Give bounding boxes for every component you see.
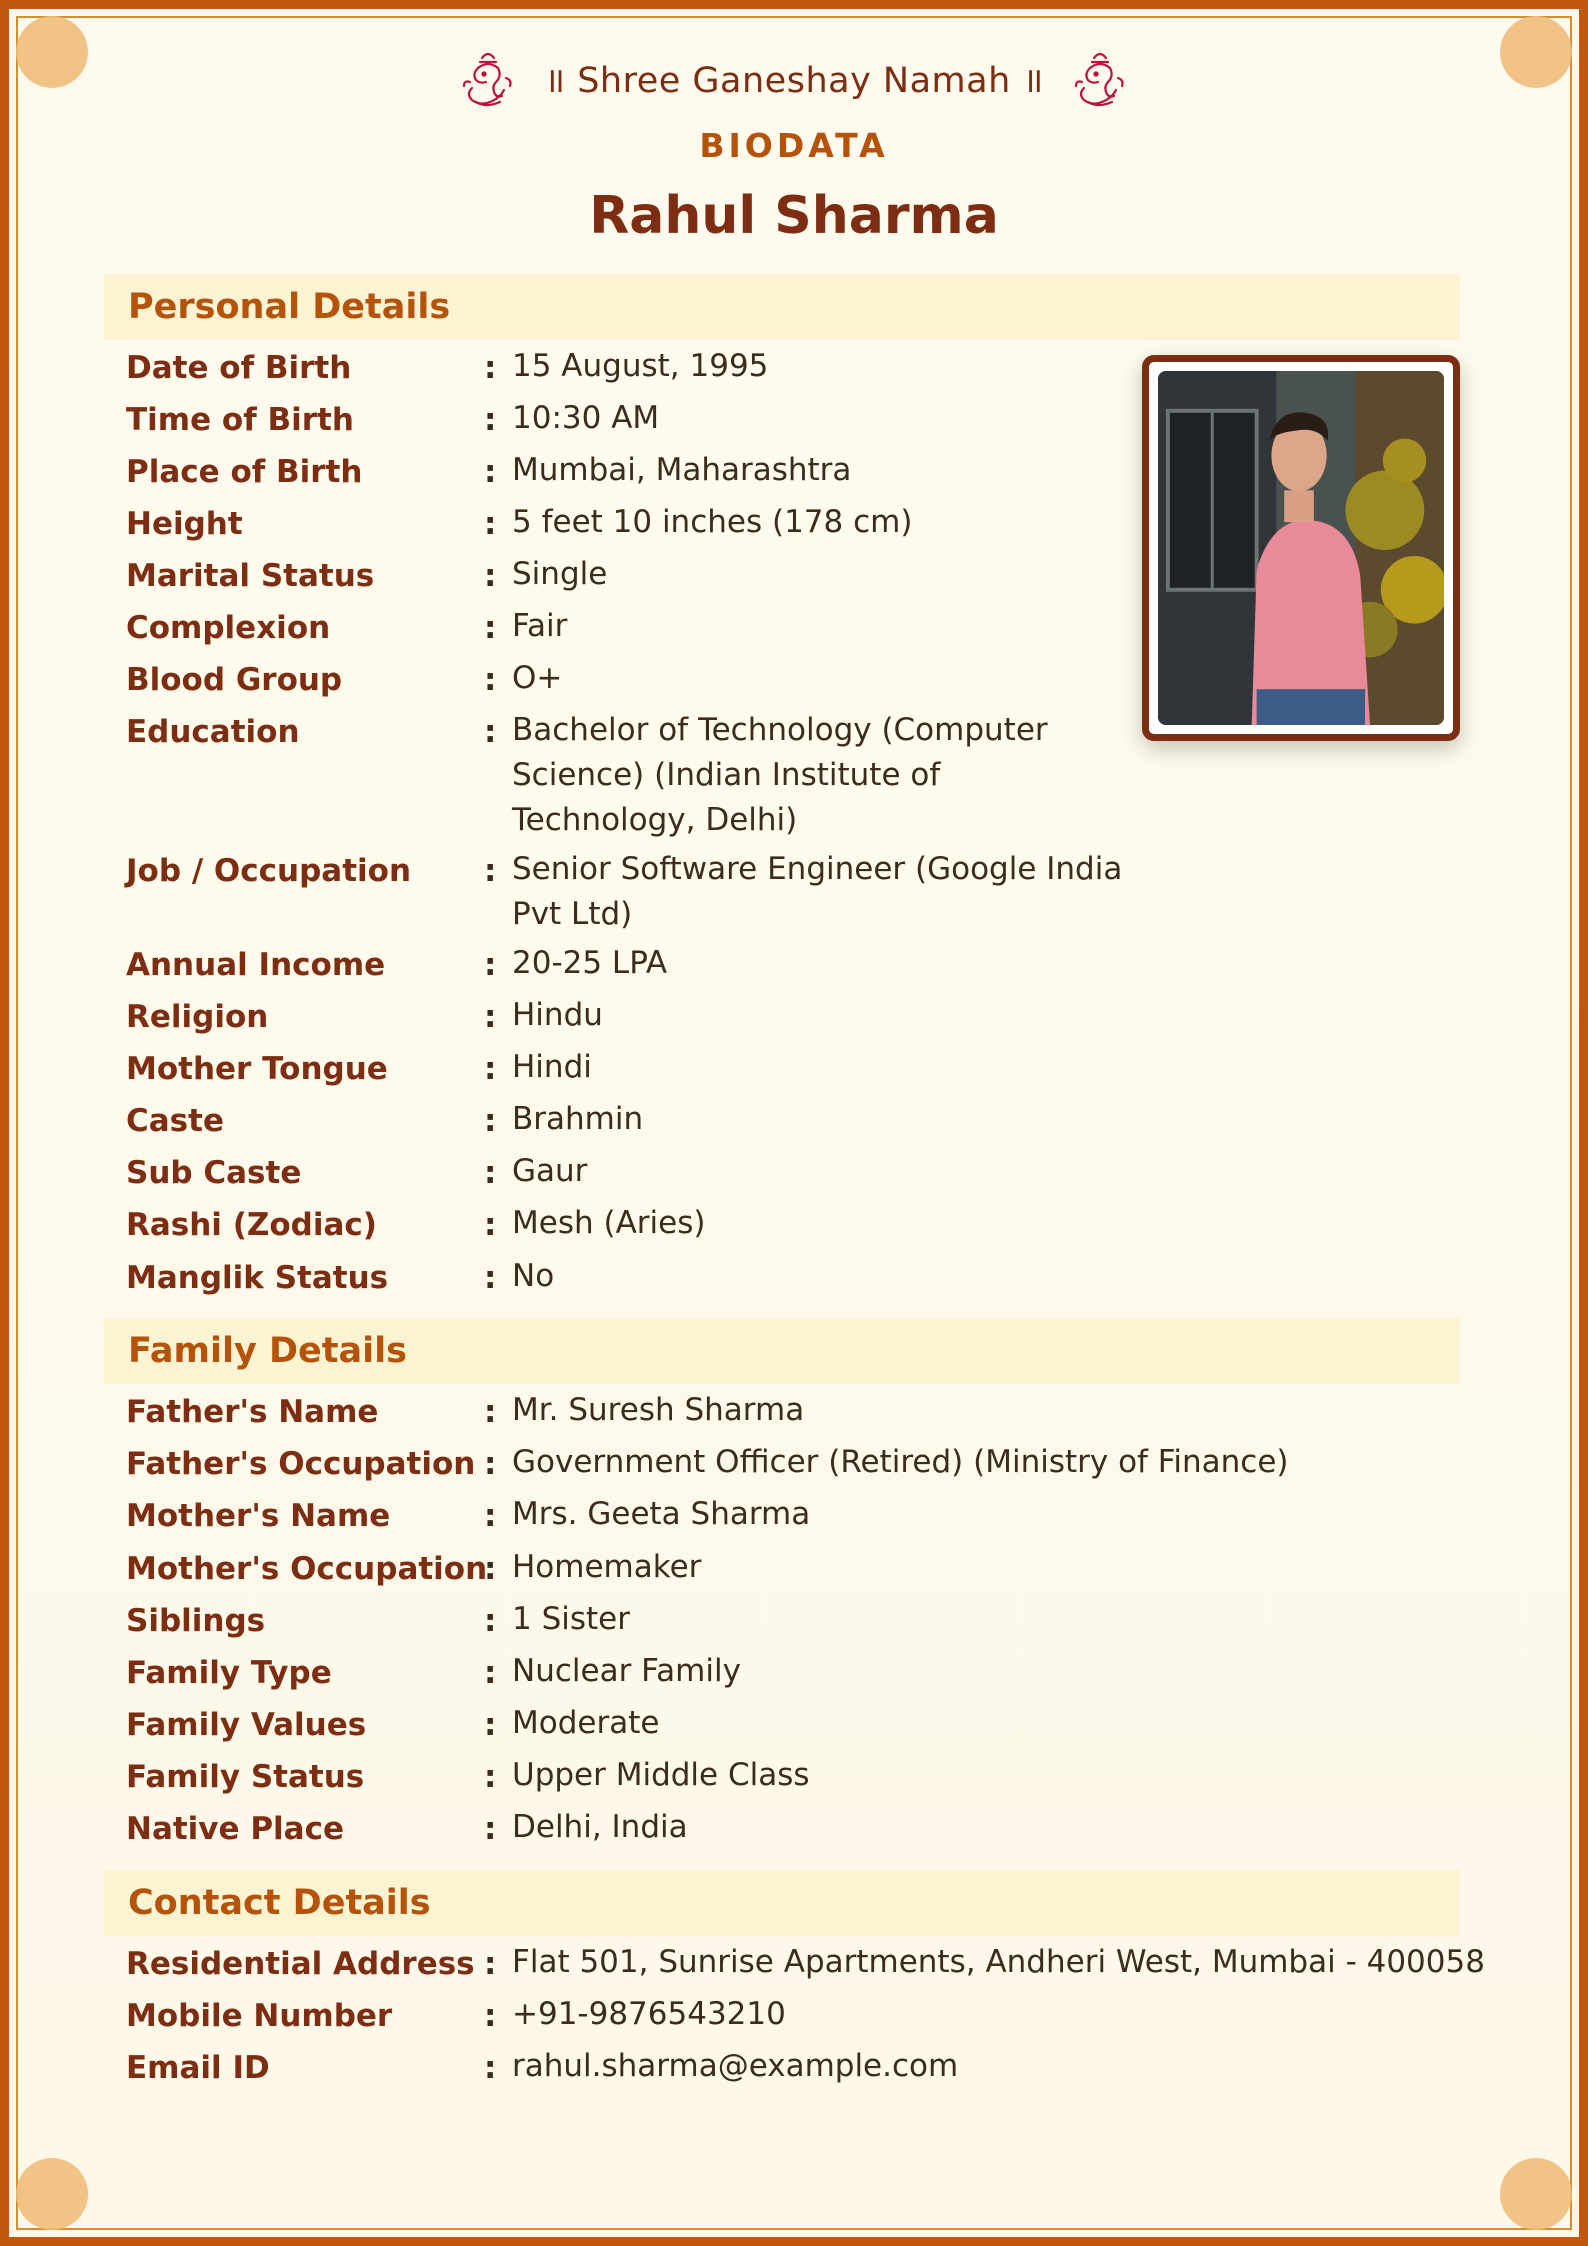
- detail-label: Father's Name: [126, 1394, 379, 1430]
- separator-colon: :: [484, 1551, 497, 1587]
- detail-value: Delhi, India: [512, 1809, 688, 1845]
- separator-colon: :: [484, 1207, 497, 1243]
- detail-label: Rashi (Zodiac): [126, 1207, 377, 1243]
- separator-colon: :: [484, 558, 497, 594]
- corner-ornament-bottom-left: [16, 2158, 88, 2230]
- detail-label: Mobile Number: [126, 1998, 393, 2034]
- section-header-personal: Personal Details: [104, 274, 1460, 340]
- detail-label: Job / Occupation: [126, 853, 412, 889]
- separator-colon: :: [484, 853, 497, 889]
- detail-value: Gaur: [512, 1153, 588, 1189]
- separator-colon: :: [484, 506, 497, 542]
- detail-label: Siblings: [126, 1603, 266, 1639]
- detail-label: Religion: [126, 999, 269, 1035]
- detail-value: Moderate: [512, 1705, 660, 1741]
- detail-label: Residential Address: [126, 1946, 475, 1982]
- separator-colon: :: [484, 714, 497, 750]
- detail-label: Family Values: [126, 1707, 367, 1743]
- detail-value: Flat 501, Sunrise Apartments, Andheri West, Mumbai - 400058: [512, 1944, 1485, 1980]
- separator-colon: :: [484, 350, 497, 386]
- separator-colon: :: [484, 1998, 497, 2034]
- detail-value: Hindu: [512, 997, 603, 1033]
- detail-label: Education: [126, 714, 300, 750]
- detail-label: Annual Income: [126, 947, 386, 983]
- detail-value: Mesh (Aries): [512, 1205, 706, 1241]
- separator-colon: :: [484, 1394, 497, 1430]
- separator-colon: :: [484, 1707, 497, 1743]
- separator-colon: :: [484, 1655, 497, 1691]
- invocation-line: [0, 48, 1588, 110]
- detail-value: Mrs. Geeta Sharma: [512, 1496, 811, 1532]
- detail-label: Marital Status: [126, 558, 375, 594]
- detail-value: Government Officer (Retired) (Ministry of Finance): [512, 1444, 1289, 1480]
- detail-value: Brahmin: [512, 1101, 644, 1137]
- detail-value: Upper Middle Class: [512, 1757, 810, 1793]
- detail-value: O+: [512, 660, 563, 696]
- separator-colon: :: [484, 1603, 497, 1639]
- invocation-text: ॥ Shree Ganeshay Namah ॥: [544, 60, 1044, 101]
- separator-colon: :: [484, 1103, 497, 1139]
- person-photo-icon: [1158, 371, 1444, 725]
- detail-label: Email ID: [126, 2050, 270, 2086]
- ganesha-icon: [1072, 48, 1128, 110]
- detail-label: Family Type: [126, 1655, 332, 1691]
- detail-label: Mother's Occupation: [126, 1551, 488, 1587]
- separator-colon: :: [484, 402, 497, 438]
- separator-colon: :: [484, 1946, 497, 1982]
- detail-value: Fair: [512, 608, 568, 644]
- detail-label: Family Status: [126, 1759, 365, 1795]
- document-title: BIODATA: [699, 126, 889, 165]
- detail-label: Time of Birth: [126, 402, 354, 438]
- detail-label: Blood Group: [126, 662, 343, 698]
- detail-label: Height: [126, 506, 243, 542]
- detail-value: Mr. Suresh Sharma: [512, 1392, 805, 1428]
- detail-value: Senior Software Engineer (Google India Pvt Ltd): [512, 851, 1123, 932]
- separator-colon: :: [484, 1759, 497, 1795]
- corner-ornament-bottom-right: [1500, 2158, 1572, 2230]
- separator-colon: :: [484, 1155, 497, 1191]
- detail-value: Nuclear Family: [512, 1653, 741, 1689]
- detail-value: Single: [512, 556, 608, 592]
- separator-colon: :: [484, 1498, 497, 1534]
- detail-label: Manglik Status: [126, 1260, 389, 1296]
- candidate-name: Rahul Sharma: [589, 186, 999, 246]
- detail-label: Mother's Name: [126, 1498, 391, 1534]
- profile-photo-frame: [1142, 355, 1460, 741]
- detail-value: 20-25 LPA: [512, 945, 668, 981]
- detail-label: Date of Birth: [126, 350, 352, 386]
- detail-value: 10:30 AM: [512, 400, 660, 436]
- separator-colon: :: [484, 454, 497, 490]
- separator-colon: :: [484, 1260, 497, 1296]
- detail-value: Mumbai, Maharashtra: [512, 452, 852, 488]
- separator-colon: :: [484, 947, 497, 983]
- detail-value: Bachelor of Technology (Computer Science) (Indian Institute of Technology, Delhi): [512, 712, 1048, 838]
- separator-colon: :: [484, 1051, 497, 1087]
- separator-colon: :: [484, 2050, 497, 2086]
- detail-label: Place of Birth: [126, 454, 363, 490]
- section-header-contact: Contact Details: [104, 1870, 1460, 1936]
- detail-value: 15 August, 1995: [512, 348, 769, 384]
- separator-colon: :: [484, 1446, 497, 1482]
- detail-label: Complexion: [126, 610, 331, 646]
- detail-label: Mother Tongue: [126, 1051, 388, 1087]
- detail-value: Hindi: [512, 1049, 592, 1085]
- detail-value: 5 feet 10 inches (178 cm): [512, 504, 913, 540]
- detail-value: rahul.sharma@example.com: [512, 2048, 959, 2084]
- section-header-family: Family Details: [104, 1318, 1460, 1384]
- detail-label: Sub Caste: [126, 1155, 302, 1191]
- detail-value: No: [512, 1258, 555, 1294]
- profile-photo: [1158, 371, 1444, 725]
- detail-label: Native Place: [126, 1811, 344, 1847]
- separator-colon: :: [484, 662, 497, 698]
- ganesha-icon: [460, 48, 516, 110]
- separator-colon: :: [484, 1811, 497, 1847]
- detail-value: 1 Sister: [512, 1601, 630, 1637]
- detail-value: +91-9876543210: [512, 1996, 786, 2032]
- separator-colon: :: [484, 610, 497, 646]
- separator-colon: :: [484, 999, 497, 1035]
- detail-value: Homemaker: [512, 1549, 702, 1585]
- detail-label: Caste: [126, 1103, 224, 1139]
- detail-label: Father's Occupation: [126, 1446, 476, 1482]
